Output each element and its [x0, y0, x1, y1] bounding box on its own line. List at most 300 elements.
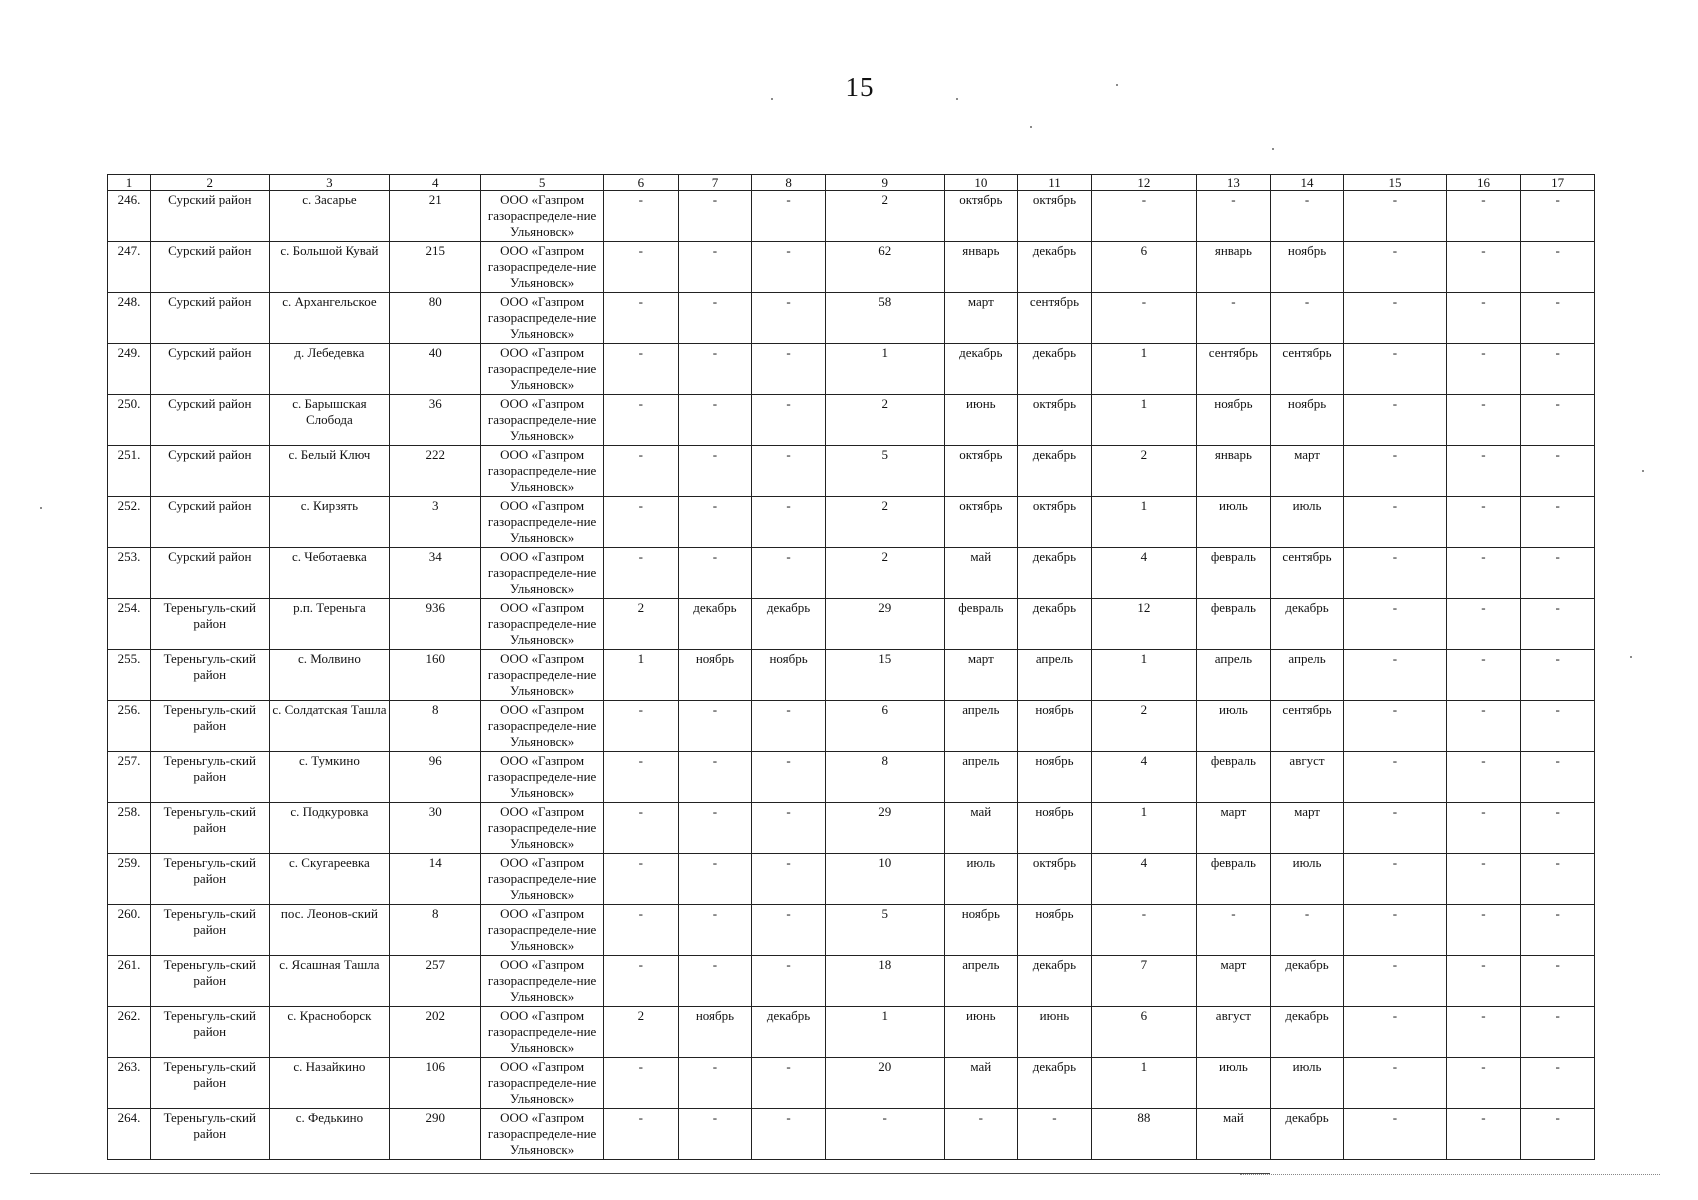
table-cell-col-4: 30 [390, 803, 481, 854]
scan-speck [956, 98, 958, 100]
table-cell-col-1: 263. [108, 1058, 151, 1109]
table-cell-col-5: ООО «Газпром газораспределе-ние Ульяновск» [481, 497, 604, 548]
table-cell-col-1: 255. [108, 650, 151, 701]
table-cell-col-5: ООО «Газпром газораспределе-ние Ульяновск» [481, 854, 604, 905]
table-cell-col-12: - [1091, 191, 1196, 242]
table-cell-col-16: - [1446, 395, 1521, 446]
table-cell-col-15: - [1344, 344, 1446, 395]
table-cell-col-17: - [1521, 497, 1595, 548]
table-cell-col-4: 160 [390, 650, 481, 701]
table-cell-col-2: Сурский район [150, 548, 269, 599]
table-cell-col-6: - [603, 701, 678, 752]
table-cell-col-10: апрель [944, 956, 1018, 1007]
table-cell-col-15: - [1344, 650, 1446, 701]
table-cell-col-9: 62 [825, 242, 944, 293]
table-cell-col-15: - [1344, 905, 1446, 956]
table-cell-col-1: 256. [108, 701, 151, 752]
table-cell-col-11: октябрь [1018, 191, 1092, 242]
table-cell-col-3: с. Назайкино [269, 1058, 390, 1109]
table-cell-col-14: декабрь [1270, 1109, 1344, 1160]
table-cell-col-13: май [1197, 1109, 1271, 1160]
table-cell-col-13: июль [1197, 1058, 1271, 1109]
table-cell-col-12: 1 [1091, 344, 1196, 395]
table-cell-col-7: - [678, 344, 752, 395]
table-cell-col-4: 14 [390, 854, 481, 905]
table-cell-col-15: - [1344, 956, 1446, 1007]
table-cell-col-4: 202 [390, 1007, 481, 1058]
table-cell-col-10: май [944, 803, 1018, 854]
table-cell-col-11: ноябрь [1018, 905, 1092, 956]
table-cell-col-7: - [678, 854, 752, 905]
table-cell-col-16: - [1446, 956, 1521, 1007]
table-cell-col-14: ноябрь [1270, 242, 1344, 293]
table-cell-col-6: - [603, 803, 678, 854]
table-cell-col-2: Тереньгуль-ский район [150, 701, 269, 752]
table-cell-col-7: - [678, 905, 752, 956]
table-cell-col-9: 5 [825, 446, 944, 497]
table-cell-col-7: - [678, 293, 752, 344]
table-cell-col-9: 15 [825, 650, 944, 701]
table-cell-col-6: - [603, 497, 678, 548]
table-cell-col-6: 2 [603, 1007, 678, 1058]
table-cell-col-17: - [1521, 446, 1595, 497]
table-cell-col-1: 262. [108, 1007, 151, 1058]
table-cell-col-5: ООО «Газпром газораспределе-ние Ульяновск» [481, 191, 604, 242]
table-cell-col-12: 1 [1091, 803, 1196, 854]
scan-speck [1630, 656, 1632, 658]
table-cell-col-17: - [1521, 242, 1595, 293]
table-cell-col-10: ноябрь [944, 905, 1018, 956]
table-cell-col-15: - [1344, 1109, 1446, 1160]
table-cell-col-13: - [1197, 191, 1271, 242]
table-cell-col-5: ООО «Газпром газораспределе-ние Ульяновск» [481, 395, 604, 446]
table-cell-col-6: - [603, 752, 678, 803]
data-table [107, 174, 1595, 1160]
table-cell-col-16: - [1446, 293, 1521, 344]
table-cell-col-9: 10 [825, 854, 944, 905]
table-row [108, 1058, 1595, 1109]
table-cell-col-9: 5 [825, 905, 944, 956]
table-cell-col-1: 258. [108, 803, 151, 854]
table-cell-col-9: 2 [825, 395, 944, 446]
table-cell-col-10: апрель [944, 701, 1018, 752]
table-cell-col-2: Тереньгуль-ский район [150, 650, 269, 701]
table-cell-col-9: 2 [825, 497, 944, 548]
table-cell-col-8: - [752, 752, 826, 803]
table-cell-col-12: 4 [1091, 548, 1196, 599]
table-cell-col-17: - [1521, 905, 1595, 956]
page-number: 15 [845, 72, 875, 102]
table-cell-col-4: 96 [390, 752, 481, 803]
table-cell-col-5: ООО «Газпром газораспределе-ние Ульяновск» [481, 446, 604, 497]
table-cell-col-15: - [1344, 293, 1446, 344]
table-cell-col-15: - [1344, 854, 1446, 905]
table-cell-col-7: ноябрь [678, 650, 752, 701]
table-cell-col-3: с. Барышская Слобода [269, 395, 390, 446]
table-cell-col-14: июль [1270, 854, 1344, 905]
table-cell-col-5: ООО «Газпром газораспределе-ние Ульяновск» [481, 1007, 604, 1058]
table-cell-col-4: 8 [390, 905, 481, 956]
table-cell-col-16: - [1446, 599, 1521, 650]
table-cell-col-17: - [1521, 599, 1595, 650]
table-cell-col-6: 2 [603, 599, 678, 650]
table-cell-col-6: - [603, 854, 678, 905]
table-cell-col-2: Тереньгуль-ский район [150, 956, 269, 1007]
table-cell-col-16: - [1446, 905, 1521, 956]
table-cell-col-17: - [1521, 1058, 1595, 1109]
table-cell-col-15: - [1344, 701, 1446, 752]
table-cell-col-1: 264. [108, 1109, 151, 1160]
table-cell-col-6: - [603, 293, 678, 344]
table-cell-col-11: - [1018, 1109, 1092, 1160]
table-cell-col-16: - [1446, 548, 1521, 599]
table-cell-col-3: пос. Леонов-ский [269, 905, 390, 956]
table-cell-col-1: 253. [108, 548, 151, 599]
table-cell-col-12: 1 [1091, 395, 1196, 446]
table-cell-col-14: декабрь [1270, 956, 1344, 1007]
table-cell-col-14: - [1270, 293, 1344, 344]
table-cell-col-2: Тереньгуль-ский район [150, 905, 269, 956]
table-cell-col-11: декабрь [1018, 548, 1092, 599]
table-cell-col-7: - [678, 752, 752, 803]
table-cell-col-2: Тереньгуль-ский район [150, 752, 269, 803]
table-cell-col-14: август [1270, 752, 1344, 803]
table-cell-col-17: - [1521, 956, 1595, 1007]
column-header-15: 15 [1344, 175, 1446, 191]
table-cell-col-13: сентябрь [1197, 344, 1271, 395]
table-cell-col-11: декабрь [1018, 599, 1092, 650]
table-cell-col-4: 36 [390, 395, 481, 446]
table-cell-col-4: 936 [390, 599, 481, 650]
table-cell-col-13: январь [1197, 446, 1271, 497]
table-row [108, 1007, 1595, 1058]
column-header-12: 12 [1091, 175, 1196, 191]
table-cell-col-16: - [1446, 701, 1521, 752]
table-cell-col-8: - [752, 1109, 826, 1160]
table-cell-col-12: 1 [1091, 650, 1196, 701]
table-cell-col-9: 29 [825, 803, 944, 854]
table-cell-col-13: февраль [1197, 752, 1271, 803]
table-cell-col-13: - [1197, 293, 1271, 344]
table-cell-col-6: - [603, 446, 678, 497]
table-cell-col-1: 254. [108, 599, 151, 650]
table-cell-col-15: - [1344, 1058, 1446, 1109]
table-cell-col-8: - [752, 548, 826, 599]
table-cell-col-8: декабрь [752, 1007, 826, 1058]
table-cell-col-14: сентябрь [1270, 344, 1344, 395]
column-header-17: 17 [1521, 175, 1595, 191]
table-row [108, 854, 1595, 905]
table-cell-col-5: ООО «Газпром газораспределе-ние Ульяновск» [481, 548, 604, 599]
table-cell-col-16: - [1446, 752, 1521, 803]
table-cell-col-1: 251. [108, 446, 151, 497]
column-header-7: 7 [678, 175, 752, 191]
table-cell-col-10: март [944, 293, 1018, 344]
table-cell-col-6: - [603, 1058, 678, 1109]
table-cell-col-15: - [1344, 752, 1446, 803]
column-header-9: 9 [825, 175, 944, 191]
table-cell-col-12: 88 [1091, 1109, 1196, 1160]
table-cell-col-7: декабрь [678, 599, 752, 650]
table-cell-col-16: - [1446, 242, 1521, 293]
table-cell-col-14: март [1270, 803, 1344, 854]
table-row [108, 650, 1595, 701]
table-cell-col-14: - [1270, 905, 1344, 956]
table-cell-col-13: июль [1197, 497, 1271, 548]
table-cell-col-10: март [944, 650, 1018, 701]
table-cell-col-7: - [678, 1058, 752, 1109]
table-cell-col-12: 1 [1091, 497, 1196, 548]
table-cell-col-4: 215 [390, 242, 481, 293]
column-header-10: 10 [944, 175, 1018, 191]
table-cell-col-11: октябрь [1018, 497, 1092, 548]
table-cell-col-15: - [1344, 497, 1446, 548]
table-cell-col-13: февраль [1197, 854, 1271, 905]
table-row [108, 344, 1595, 395]
table-cell-col-7: - [678, 1109, 752, 1160]
table-cell-col-5: ООО «Газпром газораспределе-ние Ульяновск» [481, 293, 604, 344]
table-cell-col-6: - [603, 242, 678, 293]
table-cell-col-13: ноябрь [1197, 395, 1271, 446]
table-cell-col-13: август [1197, 1007, 1271, 1058]
table-cell-col-17: - [1521, 803, 1595, 854]
table-cell-col-14: сентябрь [1270, 701, 1344, 752]
table-cell-col-3: с. Красноборск [269, 1007, 390, 1058]
table-cell-col-2: Сурский район [150, 242, 269, 293]
table-cell-col-6: - [603, 395, 678, 446]
table-cell-col-9: - [825, 1109, 944, 1160]
table-cell-col-9: 2 [825, 191, 944, 242]
table-cell-col-4: 40 [390, 344, 481, 395]
column-header-8: 8 [752, 175, 826, 191]
table-cell-col-11: ноябрь [1018, 752, 1092, 803]
table-cell-col-3: с. Большой Кувай [269, 242, 390, 293]
table-cell-col-1: 252. [108, 497, 151, 548]
table-cell-col-11: октябрь [1018, 854, 1092, 905]
table-cell-col-15: - [1344, 242, 1446, 293]
table-cell-col-2: Тереньгуль-ский район [150, 1007, 269, 1058]
table-cell-col-14: декабрь [1270, 1007, 1344, 1058]
table-cell-col-9: 29 [825, 599, 944, 650]
table-cell-col-12: - [1091, 293, 1196, 344]
table-cell-col-14: декабрь [1270, 599, 1344, 650]
table-cell-col-7: - [678, 701, 752, 752]
table-cell-col-4: 34 [390, 548, 481, 599]
table-cell-col-2: Тереньгуль-ский район [150, 803, 269, 854]
table-cell-col-5: ООО «Газпром газораспределе-ние Ульяновск» [481, 1109, 604, 1160]
table-cell-col-9: 1 [825, 344, 944, 395]
table-cell-col-10: - [944, 1109, 1018, 1160]
table-cell-col-10: январь [944, 242, 1018, 293]
table-cell-col-3: с. Федькино [269, 1109, 390, 1160]
table-cell-col-3: с. Скугареевка [269, 854, 390, 905]
table-cell-col-7: - [678, 242, 752, 293]
table-cell-col-10: июнь [944, 395, 1018, 446]
table-cell-col-8: - [752, 242, 826, 293]
table-cell-col-1: 260. [108, 905, 151, 956]
bottom-rule-dotted [1240, 1174, 1660, 1176]
table-cell-col-5: ООО «Газпром газораспределе-ние Ульяновск» [481, 650, 604, 701]
table-cell-col-8: - [752, 905, 826, 956]
table-cell-col-16: - [1446, 803, 1521, 854]
table-body [108, 191, 1595, 1160]
table-cell-col-14: сентябрь [1270, 548, 1344, 599]
table-cell-col-14: март [1270, 446, 1344, 497]
table-cell-col-9: 6 [825, 701, 944, 752]
table-cell-col-3: с. Солдатская Ташла [269, 701, 390, 752]
table-cell-col-2: Тереньгуль-ский район [150, 599, 269, 650]
table-cell-col-14: апрель [1270, 650, 1344, 701]
table-cell-col-16: - [1446, 1007, 1521, 1058]
table-cell-col-11: декабрь [1018, 956, 1092, 1007]
table-cell-col-11: ноябрь [1018, 803, 1092, 854]
table-cell-col-5: ООО «Газпром газораспределе-ние Ульяновск» [481, 344, 604, 395]
table-cell-col-13: июль [1197, 701, 1271, 752]
table-cell-col-16: - [1446, 1109, 1521, 1160]
table-cell-col-12: 1 [1091, 1058, 1196, 1109]
table-cell-col-6: - [603, 905, 678, 956]
column-header-13: 13 [1197, 175, 1271, 191]
table-row [108, 446, 1595, 497]
table-cell-col-11: декабрь [1018, 242, 1092, 293]
column-header-1: 1 [108, 175, 151, 191]
table-cell-col-11: декабрь [1018, 1058, 1092, 1109]
table-cell-col-12: 4 [1091, 752, 1196, 803]
table-row [108, 242, 1595, 293]
table-cell-col-15: - [1344, 548, 1446, 599]
table-cell-col-15: - [1344, 803, 1446, 854]
table-cell-col-6: - [603, 191, 678, 242]
table-cell-col-1: 259. [108, 854, 151, 905]
table-cell-col-12: 4 [1091, 854, 1196, 905]
table-cell-col-2: Сурский район [150, 497, 269, 548]
table-cell-col-12: 2 [1091, 446, 1196, 497]
table-cell-col-13: март [1197, 803, 1271, 854]
scan-speck [1642, 470, 1644, 472]
table-cell-col-1: 250. [108, 395, 151, 446]
table-cell-col-12: - [1091, 905, 1196, 956]
table-cell-col-8: - [752, 701, 826, 752]
table-cell-col-10: июнь [944, 1007, 1018, 1058]
table-cell-col-6: - [603, 1109, 678, 1160]
table-cell-col-9: 1 [825, 1007, 944, 1058]
table-cell-col-4: 8 [390, 701, 481, 752]
table-cell-col-3: с. Засарье [269, 191, 390, 242]
table-cell-col-8: - [752, 191, 826, 242]
table-row [108, 497, 1595, 548]
table-cell-col-1: 248. [108, 293, 151, 344]
table-cell-col-7: ноябрь [678, 1007, 752, 1058]
scan-speck [1116, 84, 1118, 86]
table-cell-col-1: 257. [108, 752, 151, 803]
header-row [108, 175, 1595, 191]
table-cell-col-15: - [1344, 1007, 1446, 1058]
table-cell-col-8: - [752, 956, 826, 1007]
column-header-6: 6 [603, 175, 678, 191]
table-cell-col-11: декабрь [1018, 446, 1092, 497]
table-cell-col-12: 6 [1091, 242, 1196, 293]
table-cell-col-11: ноябрь [1018, 701, 1092, 752]
table-cell-col-12: 6 [1091, 1007, 1196, 1058]
table-cell-col-4: 21 [390, 191, 481, 242]
table-cell-col-3: с. Чеботаевка [269, 548, 390, 599]
column-header-11: 11 [1018, 175, 1092, 191]
table-cell-col-16: - [1446, 1058, 1521, 1109]
table-cell-col-3: р.п. Тереньга [269, 599, 390, 650]
table-cell-col-16: - [1446, 191, 1521, 242]
table-cell-col-8: - [752, 803, 826, 854]
table-cell-col-3: с. Подкуровка [269, 803, 390, 854]
table-cell-col-7: - [678, 548, 752, 599]
table-cell-col-10: май [944, 548, 1018, 599]
table-cell-col-2: Тереньгуль-ский район [150, 854, 269, 905]
table-cell-col-17: - [1521, 191, 1595, 242]
table-cell-col-13: январь [1197, 242, 1271, 293]
table-cell-col-2: Сурский район [150, 446, 269, 497]
table-cell-col-12: 7 [1091, 956, 1196, 1007]
table-cell-col-7: - [678, 395, 752, 446]
column-header-14: 14 [1270, 175, 1344, 191]
table-cell-col-15: - [1344, 395, 1446, 446]
table-cell-col-8: - [752, 344, 826, 395]
table-cell-col-9: 8 [825, 752, 944, 803]
table-cell-col-8: - [752, 854, 826, 905]
table-cell-col-2: Сурский район [150, 293, 269, 344]
table-row [108, 548, 1595, 599]
table-cell-col-13: март [1197, 956, 1271, 1007]
table-cell-col-16: - [1446, 497, 1521, 548]
table-row [108, 599, 1595, 650]
table-cell-col-4: 257 [390, 956, 481, 1007]
table-cell-col-3: с. Архангельское [269, 293, 390, 344]
table-row [108, 905, 1595, 956]
table-cell-col-2: Сурский район [150, 344, 269, 395]
table-cell-col-3: с. Тумкино [269, 752, 390, 803]
table-cell-col-11: октябрь [1018, 395, 1092, 446]
table-cell-col-16: - [1446, 650, 1521, 701]
table-cell-col-12: 12 [1091, 599, 1196, 650]
table-cell-col-13: - [1197, 905, 1271, 956]
table-cell-col-6: - [603, 548, 678, 599]
table-cell-col-5: ООО «Газпром газораспределе-ние Ульяновск» [481, 599, 604, 650]
table-cell-col-11: июнь [1018, 1007, 1092, 1058]
table-row [108, 395, 1595, 446]
table-cell-col-12: 2 [1091, 701, 1196, 752]
table-cell-col-2: Сурский район [150, 395, 269, 446]
table-cell-col-17: - [1521, 1007, 1595, 1058]
table-cell-col-10: май [944, 1058, 1018, 1109]
table-row [108, 752, 1595, 803]
table-cell-col-3: с. Молвино [269, 650, 390, 701]
table-cell-col-15: - [1344, 599, 1446, 650]
table-cell-col-2: Тереньгуль-ский район [150, 1058, 269, 1109]
table-cell-col-9: 20 [825, 1058, 944, 1109]
table-cell-col-2: Сурский район [150, 191, 269, 242]
table-cell-col-13: февраль [1197, 599, 1271, 650]
table-cell-col-8: - [752, 497, 826, 548]
table-row [108, 701, 1595, 752]
table-cell-col-10: февраль [944, 599, 1018, 650]
table-cell-col-13: февраль [1197, 548, 1271, 599]
table-cell-col-10: октябрь [944, 191, 1018, 242]
table-cell-col-14: июль [1270, 1058, 1344, 1109]
table-cell-col-1: 249. [108, 344, 151, 395]
table-row [108, 191, 1595, 242]
table-cell-col-17: - [1521, 752, 1595, 803]
table-cell-col-11: апрель [1018, 650, 1092, 701]
table-cell-col-10: октябрь [944, 446, 1018, 497]
table-cell-col-6: 1 [603, 650, 678, 701]
